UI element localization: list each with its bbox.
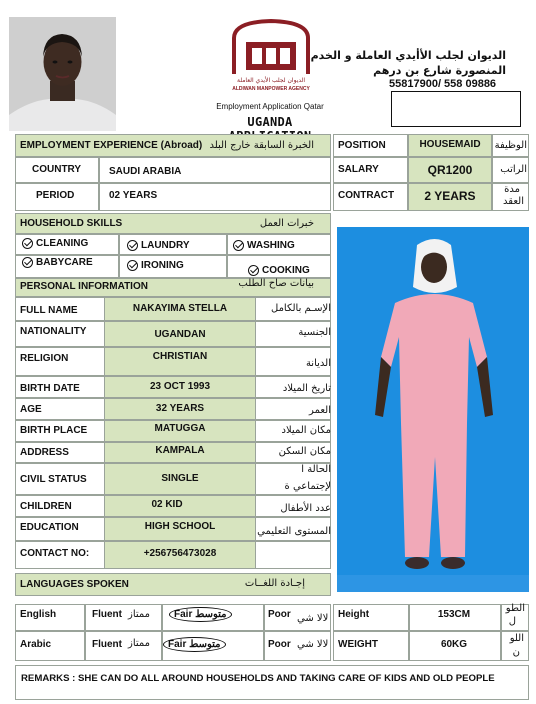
skill-label: LAUNDRY [141, 240, 190, 252]
lang-arabic-fluent-arabic: ممتاز [128, 638, 151, 649]
agency-phones: 55817900/ 558 09886 [389, 78, 497, 90]
country-label: COUNTRY [32, 164, 82, 175]
age-label: AGE [20, 404, 42, 415]
education-label: EDUCATION [20, 522, 79, 533]
skill-ironing [127, 260, 184, 271]
period-value: 02 YEARS [109, 190, 158, 201]
skill-laundry [127, 240, 190, 251]
birthplace-arabic: مكان الميلاد [281, 425, 331, 436]
contract-arabic-1: مدة [504, 184, 520, 195]
birthplace-value: MATUGGA [154, 423, 206, 434]
civilstatus-arabic-1: الحالة ا [301, 464, 331, 475]
nationality-label: NATIONALITY [20, 326, 87, 337]
ref-number-box [391, 91, 521, 127]
lang-col-2 [161, 604, 163, 661]
skill-label: IRONING [141, 260, 184, 272]
lang-english-name: English [20, 609, 57, 620]
civilstatus-label: CIVIL STATUS [20, 474, 87, 485]
contact-label: CONTACT NO: [20, 548, 90, 559]
height-label: Height [338, 609, 370, 620]
contact-value: +256756473028 [143, 548, 217, 559]
skill-washing [233, 240, 295, 251]
religion-label: RELIGION [20, 353, 69, 364]
address-label: ADDRESS [20, 447, 69, 458]
children-label: CHILDREN [20, 501, 72, 512]
position-label: POSITION [338, 140, 386, 151]
period-label: PERIOD [36, 190, 75, 201]
check-icon [233, 240, 244, 251]
check-icon [127, 240, 138, 251]
lang-arabic-fair: Fair متوسط [163, 637, 226, 652]
religion-arabic: الديانة [305, 358, 331, 369]
skill-label: WASHING [247, 240, 295, 252]
experience-title: EMPLOYMENT EXPERIENCE (Abroad) [20, 140, 203, 151]
weight-arabic-1: اللو [509, 633, 524, 644]
skills-col-divider-2 [226, 234, 228, 278]
height-arabic-1: الطو [505, 603, 525, 614]
skills-title: HOUSEHOLD SKILLS [20, 218, 123, 229]
birthdate-label: BIRTH DATE [20, 383, 80, 394]
check-icon [127, 260, 138, 271]
check-icon [22, 238, 33, 249]
agency-address-arabic: المنصورة شارع بن درهم [373, 64, 506, 77]
contract-arabic-2: العقد [503, 196, 524, 207]
agency-name-arabic: الديوان لجلب الأأيدي العاملة و الخدم [310, 49, 506, 62]
skill-babycare [22, 257, 93, 268]
children-value: 02 KID [151, 499, 183, 510]
civilstatus-value: SINGLE [161, 473, 199, 484]
salary-value: QR1200 [427, 163, 473, 177]
address-value: KAMPALA [155, 445, 205, 456]
lang-english-fluent-arabic: ممتاز [128, 609, 151, 620]
salary-arabic: الراتب [500, 164, 527, 175]
lang-arabic-name: Arabic [20, 639, 52, 650]
contract-label: CONTRACT [338, 190, 395, 201]
address-arabic: مكان السكن [278, 446, 331, 457]
weight-value: 60KG [440, 639, 468, 650]
lang-arabic-poor-arabic: لالا شي [297, 639, 329, 650]
logo-english-subtitle: ALDIWAN MANPOWER AGENCY [232, 86, 310, 92]
lang-col-1 [84, 604, 86, 661]
agency-logo [226, 16, 316, 96]
languages-title: LANGUAGES SPOKEN [20, 579, 129, 590]
skill-cleaning [22, 238, 88, 249]
logo-arabic-subtitle: الديوان لجلب الأيدي العاملة [236, 77, 306, 84]
children-arabic: عدد الأطفال [280, 503, 331, 514]
civilstatus-arabic-2: لإجتماعي ة [284, 481, 331, 492]
lang-english-poor: Poor [268, 609, 291, 620]
lang-col-3 [263, 604, 265, 661]
height-arabic-2: ل [508, 616, 516, 627]
fullname-arabic: الإسـم بالكامل [271, 303, 331, 314]
education-arabic: المستوى التعليمي [257, 526, 331, 537]
skills-title-arabic: خبرات العمل [259, 218, 314, 229]
skills-col-divider-1 [118, 234, 120, 278]
remarks-text: REMARKS : SHE CAN DO ALL AROUND HOUSEHOLDS AND TAKING CARE OF KIDS AND OLD PEOPLE [21, 673, 495, 684]
lang-english-poor-arabic: لالا شي [297, 613, 329, 624]
check-icon [248, 265, 259, 276]
lang-english-fluent: Fluent [92, 609, 122, 620]
country-value: SAUDI ARABIA [109, 166, 182, 177]
portrait-photo [9, 17, 116, 131]
skill-cooking [248, 265, 310, 276]
birthdate-arabic: تاريخ الميلاد [282, 383, 331, 394]
position-value: HOUSEMAID [419, 139, 481, 150]
lang-arabic-poor: Poor [268, 639, 291, 650]
personal-title: PERSONAL INFORMATION [20, 281, 148, 292]
fullname-label: FULL NAME [20, 305, 78, 316]
skill-label: BABYCARE [36, 257, 93, 269]
fullname-value: NAKAYIMA STELLA [132, 303, 228, 314]
salary-label: SALARY [338, 164, 379, 175]
skill-label: CLEANING [36, 238, 89, 250]
form-title: UGANDA [247, 115, 293, 129]
education-value: HIGH SCHOOL [144, 521, 216, 532]
position-arabic: الوظيفة [494, 140, 527, 151]
birthplace-label: BIRTH PLACE [20, 425, 88, 436]
weight-arabic-2: ن [512, 647, 520, 658]
age-arabic: العمر [309, 405, 331, 416]
weight-label: WEIGHT [338, 639, 378, 650]
form-subtitle: Employment Application Qatar [216, 102, 324, 111]
age-value: 32 YEARS [155, 403, 205, 414]
skill-label: COOKING [262, 265, 310, 277]
height-value: 153CM [437, 609, 471, 620]
experience-title-arabic: الخبرة السابقة خارج البلد [209, 140, 314, 151]
hw-col-2 [500, 604, 502, 661]
check-icon [22, 257, 33, 268]
personal-title-arabic: بيانات صاح الطلب [238, 278, 314, 289]
full-body-photo [337, 227, 529, 592]
lang-arabic-fluent: Fluent [92, 639, 122, 650]
contract-value: 2 YEARS [424, 189, 476, 203]
birthdate-value: 23 OCT 1993 [149, 381, 211, 392]
lang-english-fair: Fair متوسط [169, 607, 232, 622]
languages-title-arabic: إجـادة اللغــات [244, 578, 305, 589]
nationality-value: UGANDAN [154, 329, 206, 340]
nationality-arabic: الجنسية [298, 327, 331, 338]
religion-value: CHRISTIAN [152, 351, 208, 362]
